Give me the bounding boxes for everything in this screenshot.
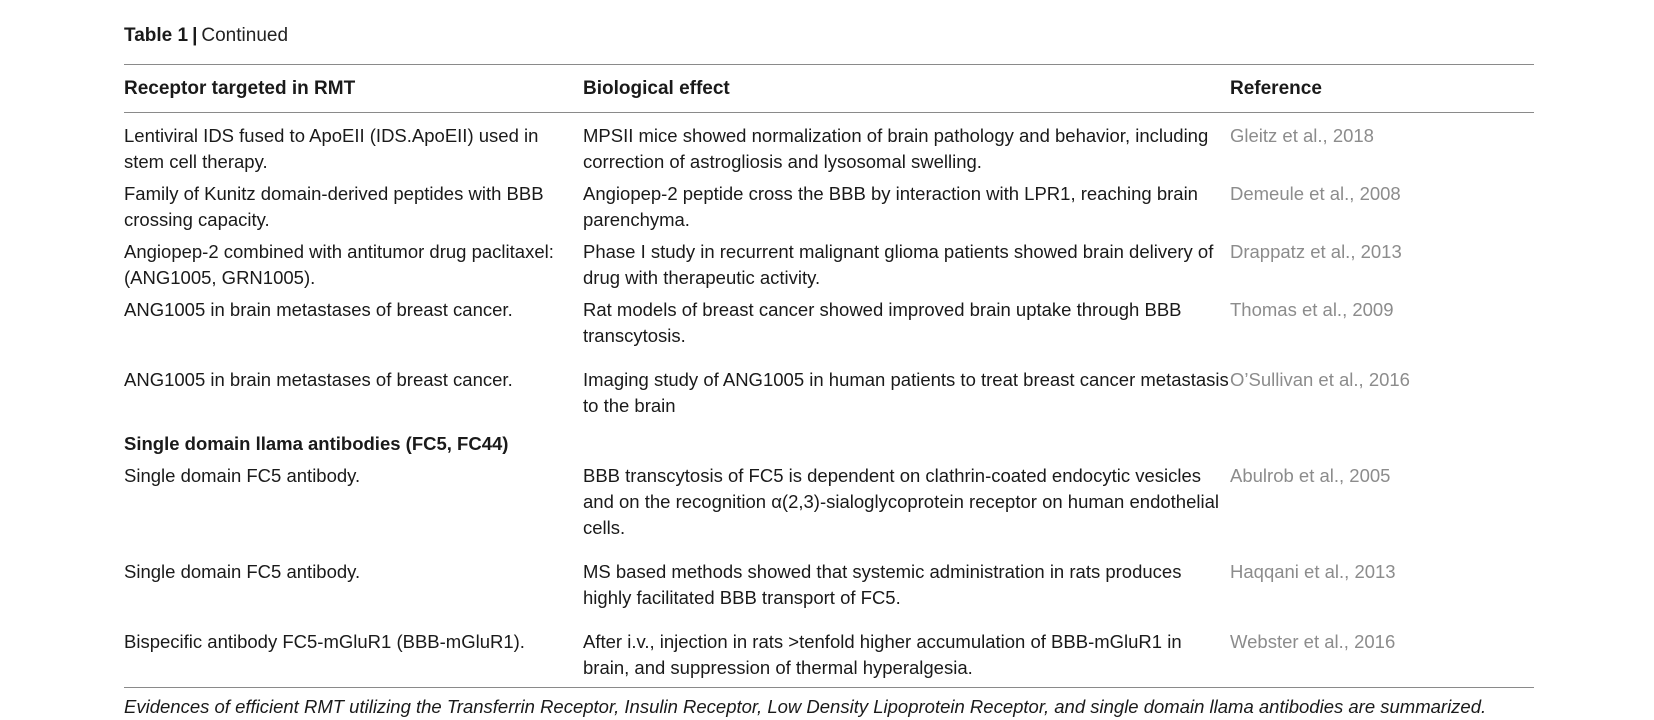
- cell-reference: Demeule et al., 2008: [1230, 183, 1401, 204]
- cell-reference: Drappatz et al., 2013: [1230, 241, 1402, 262]
- table-footnote: Evidences of efficient RMT utilizing the Transferrin Receptor, Insulin Receptor, Low Density Lipoprotein Receptor, and single domain llama antibodies are summarized.: [124, 696, 1487, 717]
- table-container: [124, 22, 1534, 720]
- cell-reference: O’Sullivan et al., 2016: [1230, 369, 1410, 390]
- cell-reference: Haqqani et al., 2013: [1230, 561, 1396, 582]
- header-effect: Biological effect: [583, 77, 730, 99]
- cell-receptor: Angiopep-2 combined with antitumor drug paclitaxel: (ANG1005, GRN1005).: [124, 241, 554, 288]
- cell-receptor: Lentiviral IDS fused to ApoEII (IDS.ApoEII) used in stem cell therapy.: [124, 125, 539, 172]
- cell-effect: MPSII mice showed normalization of brain pathology and behavior, including correction of astrogliosis and lysosomal swelling.: [583, 125, 1209, 172]
- section-heading: Single domain llama antibodies (FC5, FC44): [124, 433, 509, 454]
- cell-reference: Gleitz et al., 2018: [1230, 125, 1374, 146]
- header-reference: Reference: [1230, 77, 1322, 99]
- cell-receptor: ANG1005 in brain metastases of breast cancer.: [124, 369, 513, 390]
- cell-receptor: Family of Kunitz domain-derived peptides with BBB crossing capacity.: [124, 183, 544, 230]
- table-row: [124, 181, 1534, 233]
- table-body: [124, 113, 1534, 681]
- table-row: [124, 629, 1534, 681]
- table-label: Table 1: [124, 25, 189, 46]
- header-receptor: Receptor targeted in RMT: [124, 77, 356, 99]
- caption-separator: |: [192, 25, 198, 46]
- cell-effect: Phase I study in recurrent malignant glioma patients showed brain delivery of drug with therapeutic activity.: [583, 241, 1214, 288]
- cell-effect: Rat models of breast cancer showed improved brain uptake through BBB transcytosis.: [583, 299, 1182, 346]
- cell-receptor: Single domain FC5 antibody.: [124, 561, 361, 582]
- cell-effect: Angiopep-2 peptide cross the BBB by interaction with LPR1, reaching brain parenchyma.: [583, 183, 1198, 230]
- table-row: [124, 123, 1534, 175]
- table-row: [124, 297, 1534, 349]
- table-caption: [124, 22, 1534, 50]
- cell-reference: Thomas et al., 2009: [1230, 299, 1394, 320]
- cell-effect: MS based methods showed that systemic administration in rats produces highly facilitated BBB transport of FC5.: [583, 561, 1182, 608]
- caption-continued: Continued: [201, 25, 289, 46]
- cell-effect: After i.v., injection in rats >tenfold higher accumulation of BBB-mGluR1 in brain, and suppression of thermal hyperalgesia.: [583, 631, 1182, 678]
- cell-effect: Imaging study of ANG1005 in human patients to treat breast cancer metastasis to the brain: [583, 369, 1229, 416]
- table-header-row: [124, 65, 1534, 112]
- cell-effect: BBB transcytosis of FC5 is dependent on clathrin-coated endocytic vesicles and on the recognition α(2,3)-sialoglycoprotein receptor on human endothelial cells.: [583, 465, 1219, 538]
- cell-receptor: ANG1005 in brain metastases of breast cancer.: [124, 299, 513, 320]
- table-row: [124, 367, 1534, 419]
- table-row: [124, 239, 1534, 291]
- cell-receptor: Single domain FC5 antibody.: [124, 465, 361, 486]
- cell-receptor: Bispecific antibody FC5-mGluR1 (BBB-mGluR1).: [124, 631, 525, 652]
- cell-reference: Abulrob et al., 2005: [1230, 465, 1391, 486]
- table-row: [124, 463, 1534, 541]
- table-row: [124, 559, 1534, 611]
- cell-reference: Webster et al., 2016: [1230, 631, 1396, 652]
